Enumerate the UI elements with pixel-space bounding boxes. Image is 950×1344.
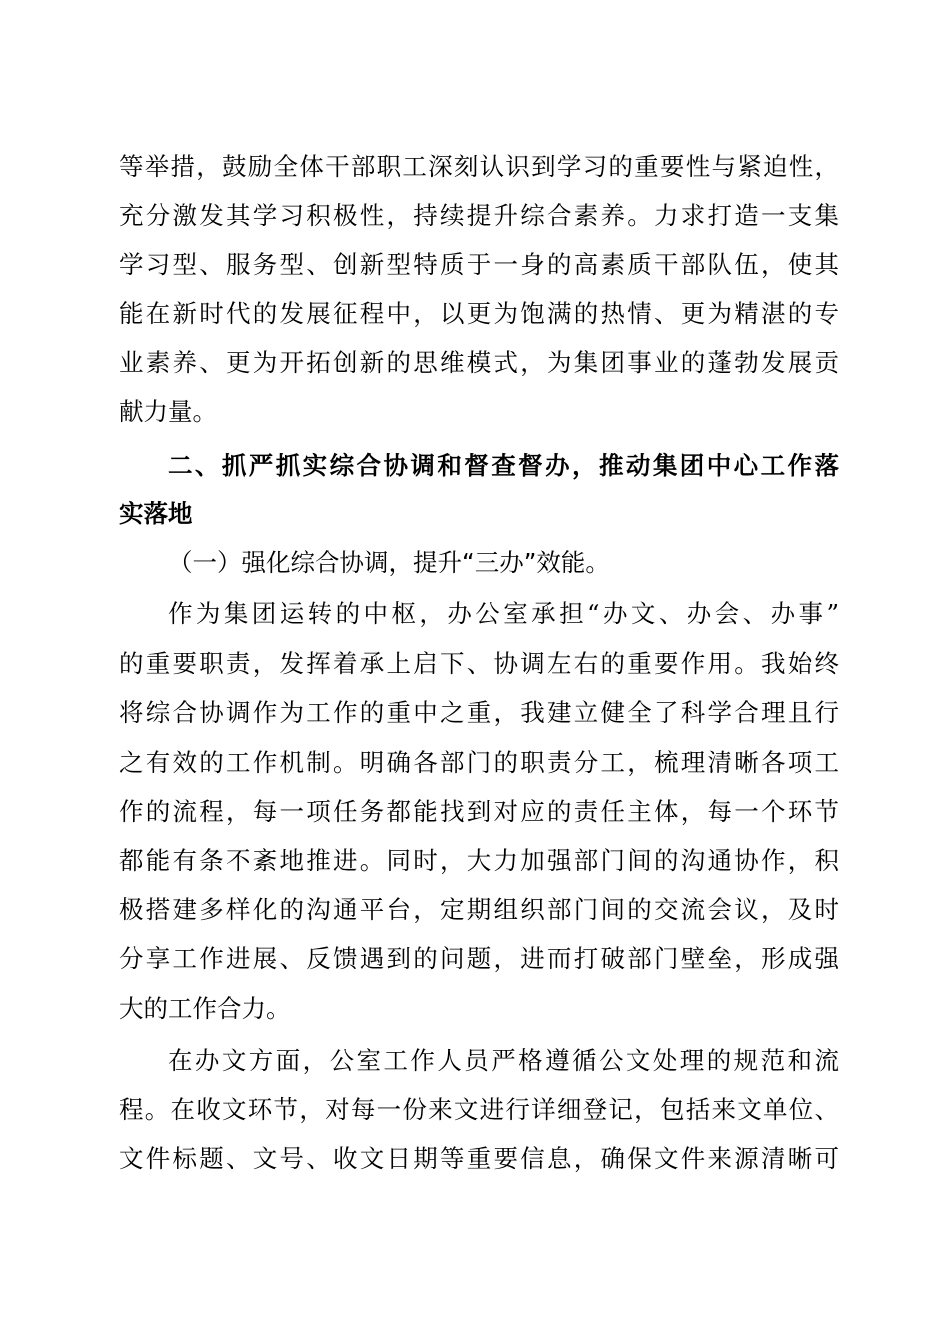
paragraph-2-line-5: 作的流程，每一项任务都能找到对应的责任主体，每一个环节	[119, 797, 839, 826]
paragraph-2-line-4: 之有效的工作机制。明确各部门的职责分工，梳理清晰各项工	[119, 748, 839, 777]
paragraph-1-line-5: 业素养、更为开拓创新的思维模式，为集团事业的蓬勃发展贡	[119, 348, 839, 377]
paragraph-3-line-2: 程。在收文环节，对每一份来文进行详细登记，包括来文单位、	[119, 1095, 839, 1124]
paragraph-2-line-6: 都能有条不紊地推进。同时，大力加强部门间的沟通协作，积	[119, 846, 839, 875]
paragraph-1-line-3: 学习型、服务型、创新型特质于一身的高素质干部队伍，使其	[119, 250, 839, 279]
paragraph-2-line-9: 大的工作合力。	[119, 994, 291, 1023]
section-heading-line-1: 二、抓严抓实综合协调和督查督办，推动集团中心工作落	[168, 451, 839, 480]
paragraph-2-line-7: 极搭建多样化的沟通平台，定期组织部门间的交流会议，及时	[119, 895, 839, 924]
paragraph-3-line-1: 在办文方面，公室工作人员严格遵循公文处理的规范和流	[168, 1046, 839, 1075]
paragraph-2-line-3: 将综合协调作为工作的重中之重，我建立健全了科学合理且行	[119, 698, 839, 727]
paragraph-1-line-6: 献力量。	[119, 397, 217, 426]
paragraph-2-line-1: 作为集团运转的中枢，办公室承担“办文、办会、办事”	[168, 599, 839, 628]
paragraph-1-line-4: 能在新时代的发展征程中，以更为饱满的热情、更为精湛的专	[119, 299, 839, 328]
paragraph-1-line-1: 等举措，鼓励全体干部职工深刻认识到学习的重要性与紧迫性，	[119, 152, 839, 181]
section-heading-line-2: 实落地	[119, 499, 193, 528]
paragraph-2-line-2: 的重要职责，发挥着承上启下、协调左右的重要作用。我始终	[119, 649, 839, 678]
subsection-heading: （一）强化综合协调，提升“三办”效能。	[168, 548, 610, 577]
paragraph-3-line-3: 文件标题、文号、收文日期等重要信息，确保文件来源清晰可	[119, 1144, 839, 1173]
paragraph-1-line-2: 充分激发其学习积极性，持续提升综合素养。力求打造一支集	[119, 201, 839, 230]
paragraph-2-line-8: 分享工作进展、反馈遇到的问题，进而打破部门壁垒，形成强	[119, 944, 839, 973]
